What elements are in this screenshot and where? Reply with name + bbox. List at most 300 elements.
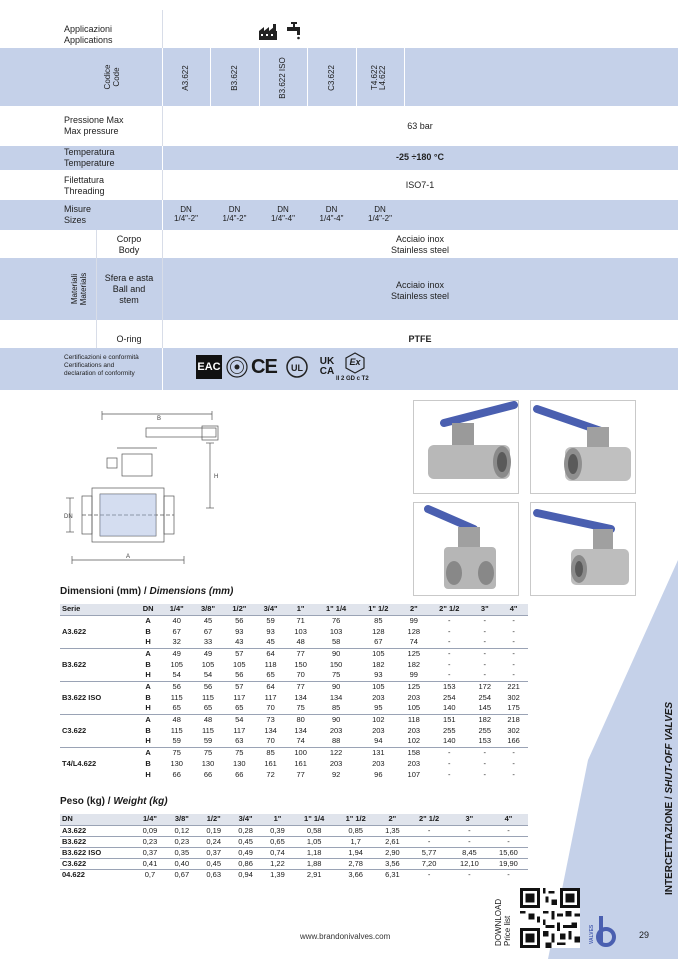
table-cell: 33 [203,637,213,647]
series-cell [60,637,135,648]
table-row [60,736,528,747]
table-cell: 1,35 [376,825,408,836]
table-cell: 105 [170,659,183,669]
product-photo-1 [413,400,519,494]
table-cell: 74 [409,637,418,647]
code-c3 [327,54,336,102]
table-cell: 65 [235,703,244,713]
dimension-letter: A [135,714,161,725]
table-cell: 150 [294,659,307,669]
table-cell: 65 [266,670,275,680]
series-cell [60,714,135,725]
table-row [60,836,528,847]
table-cell: - [483,626,487,636]
table-cell: 70 [296,670,305,680]
table-cell: 128 [407,626,421,636]
series-cell: B3.622 [60,836,134,847]
table-cell: - [428,747,470,758]
table-row [60,703,528,714]
dim-dn-label: DN [64,514,73,520]
body-value-it: Acciaio inox [395,234,445,244]
table-cell: 49 [192,648,223,659]
ukca-logo [315,357,339,377]
table-cell: 151 [428,714,470,725]
table-cell: - [428,615,470,626]
size-dn: DN [277,205,289,214]
size-cell [356,205,404,223]
table-cell: 103 [329,626,343,636]
dimension-letter: B [145,758,151,768]
table-cell: - [489,836,528,847]
series-cell [60,703,135,714]
size-dn: DN [325,205,338,214]
threading-label-en: Threading [64,186,105,196]
table-cell: 64 [255,681,286,692]
table-cell: 218 [499,714,528,725]
cert-label-line: Certifications and [64,362,115,369]
table-row [60,681,528,692]
table-row [60,626,528,637]
column-header: 3" [450,814,489,825]
table-row [60,847,528,858]
table-cell: 75 [331,670,341,680]
divider [162,348,163,390]
table-cell: 48 [161,714,192,725]
table-cell: 115 [202,725,214,735]
sizes-row [0,200,678,230]
table-cell: 94 [374,736,383,746]
table-cell: - [512,637,515,647]
temperature-label-it: Temperatura [64,147,115,157]
download-label[interactable] [494,899,512,946]
table-cell: 255 [478,725,492,735]
table-cell: 115 [202,692,214,702]
code-b3-iso [278,54,287,102]
table-cell: 0,86 [230,858,262,869]
temperature-value: -25 ÷180 °C [395,152,445,162]
ce-logo [251,355,277,379]
table-cell: 71 [286,615,315,626]
table-cell: 2,78 [335,858,377,869]
table-cell: 8,45 [450,847,489,858]
table-cell: 56 [161,681,192,692]
table-cell: 49 [161,648,192,659]
table-cell: 72 [266,769,275,779]
table-cell: 161 [294,758,307,768]
qr-code-icon[interactable] [520,888,580,948]
table-cell: 140 [443,703,456,713]
body-value [162,234,678,256]
atex-text: II 2 GD c T2 [336,376,369,382]
table-cell: 0,41 [134,858,166,869]
table-cell: 48 [296,637,305,647]
table-header [60,604,528,615]
series-cell [60,736,135,747]
materials-label-it: Materiali [70,273,79,305]
table-cell: 105 [233,659,246,669]
table-cell: 172 [470,681,499,692]
table-cell: 58 [331,637,341,647]
table-cell: 85 [357,615,399,626]
table-cell: 0,23 [166,836,198,847]
dimension-letter: A [135,747,161,758]
table-row [60,692,528,703]
table-cell: - [483,769,487,779]
oring-label: O-ring [116,334,142,344]
table-cell: - [450,836,489,847]
ul-listing-icon [284,355,310,379]
table-cell: 19,90 [489,858,528,869]
table-cell: 0,37 [134,847,166,858]
table-cell: 67 [172,626,181,636]
table-cell: - [450,825,489,836]
table-row [60,714,528,725]
code-value: A3.622 [181,65,190,91]
table-cell: 115 [170,692,183,702]
threading-label [64,175,105,197]
table-cell: 302 [507,692,520,702]
threading-label-it: Filettatura [64,175,105,185]
table-cell: 182 [407,659,421,669]
dimension-letter: B [145,725,151,735]
table-cell: 3,56 [376,858,408,869]
table-cell: 134 [329,692,343,702]
table-cell: - [428,648,470,659]
cert-row [0,348,678,390]
table-cell: 85 [255,747,286,758]
table-cell: 102 [357,714,399,725]
column-header: 1/2" [198,814,230,825]
sizes-label-it: Misure [64,204,92,214]
table-header [60,814,528,825]
ball-valve-image [414,503,518,595]
column-header: 3/4" [255,604,286,615]
table-cell: 75 [192,747,223,758]
column-header: 3/4" [230,814,262,825]
code-label-it: Codice [103,64,112,90]
temperature-label-en: Temperature [64,158,115,168]
table-cell: 0,67 [166,869,198,880]
page-number: 29 [639,930,650,940]
table-cell: 70 [266,703,275,713]
table-cell: 203 [329,758,343,768]
applications-label-it: Applicazioni [64,24,113,34]
table-cell: 105 [357,648,399,659]
dimension-letter: H [145,769,151,779]
size-range: 1/4"-2" [222,214,247,223]
eac-logo [196,355,222,379]
applications-label [64,24,113,46]
table-cell: 90 [315,648,357,659]
dimensions-title-it: Dimensioni (mm) [60,586,142,597]
table-cell: 5,77 [408,847,450,858]
table-cell: 54 [224,714,255,725]
table-cell: 77 [286,681,315,692]
table-cell: 161 [264,758,277,768]
series-cell: C3.622 [60,858,134,869]
size-cell [307,205,356,223]
table-row [60,869,528,880]
table-cell: - [448,670,451,680]
column-header: 1" [286,604,315,615]
table-cell: 0,39 [262,825,294,836]
section-title-it: INTERCETTAZIONE [664,801,675,895]
price-list-text: Price list [503,915,512,946]
table-cell: - [512,626,515,636]
table-cell: 134 [294,692,307,702]
table-cell: 90 [315,681,357,692]
size-dn: DN [374,205,386,214]
ball-value-en: Stainless steel [390,291,450,301]
size-range: 1/4"-2" [368,214,392,223]
table-cell: 66 [172,769,181,779]
table-cell: - [512,758,515,768]
brand-text: VALVES [589,924,595,944]
series-cell: B3.622 ISO [62,692,102,702]
table-cell: 92 [331,769,341,779]
body-label-en: Body [118,245,140,255]
table-cell: 2,90 [376,847,408,858]
size-dn: DN [180,205,192,214]
series-cell: 04.622 [60,869,134,880]
table-cell: 118 [264,659,277,669]
table-cell: 125 [399,648,428,659]
table-row [60,825,528,836]
table-cell: 0,19 [198,825,230,836]
column-header: 2" 1/2 [428,604,470,615]
table-cell: 0,40 [166,858,198,869]
table-row [60,670,528,681]
ex-logo-text: Ex [349,357,361,367]
series-cell: B3.622 [62,659,87,669]
table-cell: 67 [374,637,383,647]
table-cell: 57 [224,648,255,659]
ex-logo [345,357,365,367]
table-cell: - [448,758,451,768]
table-cell: 56 [224,615,255,626]
column-header: 1" 1/4 [315,604,357,615]
table-row [60,659,528,670]
table-cell: - [448,659,451,669]
series-cell [60,681,135,692]
table-cell: 0,35 [166,847,198,858]
table-cell: 1,22 [262,858,294,869]
table-cell: 255 [443,725,456,735]
table-cell: 70 [266,736,275,746]
table-cell: 45 [266,637,275,647]
cert-label [64,354,139,378]
table-cell: 73 [255,714,286,725]
table-cell: 117 [264,692,277,702]
table-cell: - [489,825,528,836]
dimension-letter: A [135,615,161,626]
series-cell: A3.622 [60,825,134,836]
code-value: C3.622 [327,65,336,91]
table-cell: - [408,825,450,836]
table-cell: - [512,769,515,779]
table-cell: 65 [203,703,213,713]
table-cell: 175 [507,703,520,713]
table-cell: 6,31 [376,869,408,880]
series-cell: B3.622 ISO [60,847,134,858]
series-cell: C3.622 [62,725,87,735]
table-row [60,858,528,869]
series-cell [60,747,135,758]
table-cell: 63 [235,736,244,746]
table-cell: 2,91 [293,869,335,880]
table-cell: 99 [409,670,418,680]
table-cell: 254 [478,692,492,702]
table-cell: 1,18 [293,847,335,858]
table-cell: 45 [192,615,223,626]
dimension-letter: H [145,703,151,713]
series-cell: A3.622 [62,626,87,636]
table-row [60,747,528,758]
size-dn: DN [228,205,241,214]
table-cell: - [483,637,487,647]
table-cell: 153 [428,681,470,692]
footer-url[interactable]: www.brandonivalves.com [300,932,391,941]
table-cell: 102 [407,736,421,746]
ball-value [162,280,678,302]
table-cell: 182 [470,714,499,725]
column-header: DN [135,604,161,615]
table-cell: 59 [255,615,286,626]
table-cell: 95 [374,703,383,713]
product-photo-2 [530,400,636,494]
cert-label-line: Certificazioni e conformità [64,354,139,361]
section-title-vertical [664,702,675,895]
dim-h-label: H [214,474,219,480]
table-cell: 0,28 [230,825,262,836]
column-header: 3/8" [192,604,223,615]
table-cell: 0,09 [134,825,166,836]
table-cell: 88 [331,736,341,746]
table-cell: 1,88 [293,858,335,869]
table-cell: 115 [170,725,183,735]
ce-logo-text: CE [251,356,277,378]
table-cell: 1,94 [335,847,377,858]
materials-label [70,264,88,314]
table-cell: 93 [374,670,383,680]
table-cell: 153 [478,736,492,746]
table-cell: 43 [235,637,244,647]
divider [210,48,211,106]
table-cell: 67 [203,626,213,636]
table-cell: 117 [233,692,246,702]
table-cell: 12,10 [450,858,489,869]
dimensions-title-en: Dimensions (mm) [149,586,234,597]
dim-a-label: A [126,554,131,560]
eac-logo-text: EAC [197,361,221,373]
table-row [60,637,528,648]
column-header: 2" [376,814,408,825]
column-header: 4" [489,814,528,825]
pressure-label-en: Max pressure [64,126,119,136]
weights-title-it: Peso (kg) [60,796,106,807]
code-a3 [181,54,190,102]
dimension-letter: A [135,648,161,659]
table-cell: 125 [399,681,428,692]
table-cell: 105 [201,659,215,669]
table-cell: 0,7 [134,869,166,880]
column-header: 3" [470,604,499,615]
table-cell: 0,37 [198,847,230,858]
pressure-label [64,115,124,137]
table-row [60,769,528,780]
table-cell: 203 [372,692,385,702]
pressure-value: 63 bar [407,121,433,131]
column-header: 4" [499,604,528,615]
size-cell [162,205,210,223]
table-cell: 1,7 [335,836,377,847]
table-cell: 7,20 [408,858,450,869]
column-header: 1" [262,814,294,825]
table-cell: 0,85 [335,825,377,836]
column-header: Serie [60,604,135,615]
pressure-row [0,106,678,146]
table-cell: - [499,615,528,626]
dimension-letter: B [145,692,151,702]
table-cell: - [470,648,499,659]
table-cell: 75 [296,703,305,713]
table-cell: 3,66 [335,869,377,880]
body-label-it: Corpo [116,234,142,244]
table-cell: 77 [296,769,305,779]
ball-label-line: Sfera e asta [104,273,154,283]
table-cell: 90 [315,714,357,725]
table-cell: 203 [407,758,421,768]
series-cell [60,769,135,780]
dimension-letter: H [145,736,151,746]
table-cell: 0,45 [198,858,230,869]
code-b3 [230,54,239,102]
table-cell: - [512,670,515,680]
table-cell: - [483,659,487,669]
table-cell: 203 [407,725,421,735]
table-cell: 130 [233,758,246,768]
table-cell: 182 [372,659,385,669]
table-cell: 107 [407,769,421,779]
divider [307,48,308,106]
table-cell: 140 [443,736,456,746]
divider [404,48,405,106]
code-t4-l4 [371,54,387,102]
table-cell: 48 [192,714,223,725]
table-cell: - [448,637,451,647]
table-cell: 32 [172,637,181,647]
table-cell: 56 [235,670,244,680]
table-cell: 302 [507,725,520,735]
valve-technical-drawing [62,408,238,578]
series-cell [60,670,135,681]
dimension-letter: B [145,626,151,636]
series-cell [60,615,135,626]
ball-valve-image [531,401,635,493]
table-cell: 158 [399,747,428,758]
table-cell: 203 [372,758,385,768]
dimension-letter: B [145,659,151,669]
table-cell: 85 [331,703,341,713]
table-cell: 134 [294,725,307,735]
temperature-row [0,146,678,170]
size-range: 1/4"-4" [319,214,344,223]
code-row [0,48,678,106]
table-cell: 0,45 [230,836,262,847]
column-header: 2" [399,604,428,615]
table-cell: - [448,626,451,636]
body-value-en: Stainless steel [390,245,450,255]
